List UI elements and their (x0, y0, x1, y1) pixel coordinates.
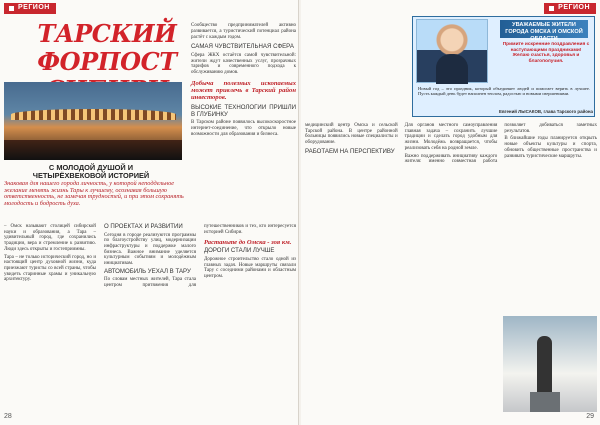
left-page (0, 0, 299, 425)
greeting-highlight: Примите искренние поздравления с наступающими праздниками! Желаю счастья, здоровья и благополучия. (502, 42, 590, 64)
left-article-heading: АВТОМОБИЛЬ УЕХАЛ В ТАРУ (104, 267, 191, 275)
right-article-paragraph: медицинский центр Омска и сельской Тарской района. В центре районной больницы появились новые специалисты и оборудование. (305, 123, 398, 146)
left-article-paragraph: Тара – не только исторический город, но и настоящий центр духовной жизни, куда приезжают туристы со всей страны, чтобы увидеть старинные храмы и уникальную архитектуру. (4, 254, 96, 283)
left-article-heading: ДОРОГИ СТАЛИ ЛУЧШЕ (204, 247, 275, 255)
page-number: 28 (4, 413, 12, 420)
left-article-paragraph: – Омск называют столицей сибирской науки и образования, а Тара – удивительный город, где сохранились традиции, вера и стремление к развитию. Люди здесь открыты и гостеприимны. (4, 224, 96, 252)
lead-paragraph: Знаковая для нашего города личность, у которой неподдельное желание менять жизнь Тары к лучшему, осознавая большую ответственность, не замечая трудностей, и при этом сохранять молодость и бодрость духа. (4, 180, 184, 208)
right-article-paragraph: Важно поддерживать инициативу каждого жителя: именно совместная работа позволяет добиваться заметных результатов. (404, 123, 597, 165)
left-quote: Растаньте до Омска - зоя км. (204, 239, 292, 247)
greeting-signature: Евгений ЛЫСАКОВ, глава Тарского района (499, 109, 593, 114)
left-article-paragraph: По словам местных жителей, Тара стала центром притяжения для путешественников и тех, кто интересуется историей Сибири. (104, 224, 296, 289)
left-article-columns (4, 224, 296, 412)
page-number: 29 (586, 413, 594, 420)
left-article-paragraph: Сегодня в городе реализуются программы по благоустройству улиц, модернизации инфраструктуры и поддержке малого бизнеса. Важное внимание уделяется культурным событиям и молодёжным инициативам. (104, 232, 196, 267)
left-article-paragraph: Дорожное строительство стало одной из главных задач. Новые маршруты связали Тару с соседними районами и областным центром. (204, 257, 296, 280)
right-article-paragraph: Для органов местного самоуправления главная задача – сохранить лучшие традиции и сделать город удобным для жизни. Молодёжь возвращается, чтобы реализовать себя на родной земле. (404, 123, 498, 151)
right-page (301, 0, 600, 425)
article-subtitle: С МОЛОДОЙ ДУШОЙ И ЧЕТЫРЁХВЕКОВОЙ ИСТОРИЕЙ (32, 163, 150, 180)
greeting-box (412, 16, 595, 117)
section-tag: РЕГИОН (4, 3, 56, 14)
left-article-heading: О ПРОЕКТАХ И РАЗВИТИИ (104, 223, 183, 230)
article-title: ТАРСКИЙ ФОРПОСТ (37, 19, 177, 76)
sidebar-paragraph: Сфера ЖКХ остаётся самой чувствительной: жители ждут качественных услуг, прозрачных тарифов и современного подхода к обслуживанию домов. (191, 52, 296, 76)
city-bridge-photo (4, 82, 182, 160)
right-article-paragraph: В ближайшие годы планируется открыть новые объекты культуры и спорта, обновить общественные пространства и развивать туристические маршруты. (504, 136, 597, 159)
right-article-heading: РАБОТАЕМ НА ПЕРСПЕКТИВУ (305, 147, 395, 155)
sidebar-paragraph: Сообщество предпринимателей активно развивается, а туристический потенциал района растёт с каждым годом. (191, 23, 296, 40)
pullquote: Добыча полезных ископаемых может привлечь в Тарский район инвесторов. (191, 80, 296, 102)
sidebar-heading: ВЫСОКИЕ ТЕХНОЛОГИИ ПРИШЛИ В ГЛУБИНКУ (191, 104, 296, 118)
official-portrait (416, 19, 488, 83)
greeting-text: Новый год – это праздник, который объединяет людей и помогает верить в лучшее. Пусть каждый день будет наполнен теплом, радостью и новыми свершениями. (418, 86, 590, 96)
right-column-sidebar (191, 23, 296, 228)
sidebar-heading: САМАЯ ЧУВСТВИТЕЛЬНАЯ СФЕРА (191, 43, 294, 51)
greeting-title: УВАЖАЕМЫЕ ЖИТЕЛИ ГОРОДА ОМСКА И ОМСКОЙ ОБЛАСТИ (500, 20, 588, 38)
section-tag: РЕГИОН (544, 3, 596, 14)
monument-photo (503, 316, 597, 412)
sidebar-paragraph: В Тарском районе появилось высокоскоростное интернет-соединение, что открыло новые возможности для образования и бизнеса. (191, 120, 296, 137)
